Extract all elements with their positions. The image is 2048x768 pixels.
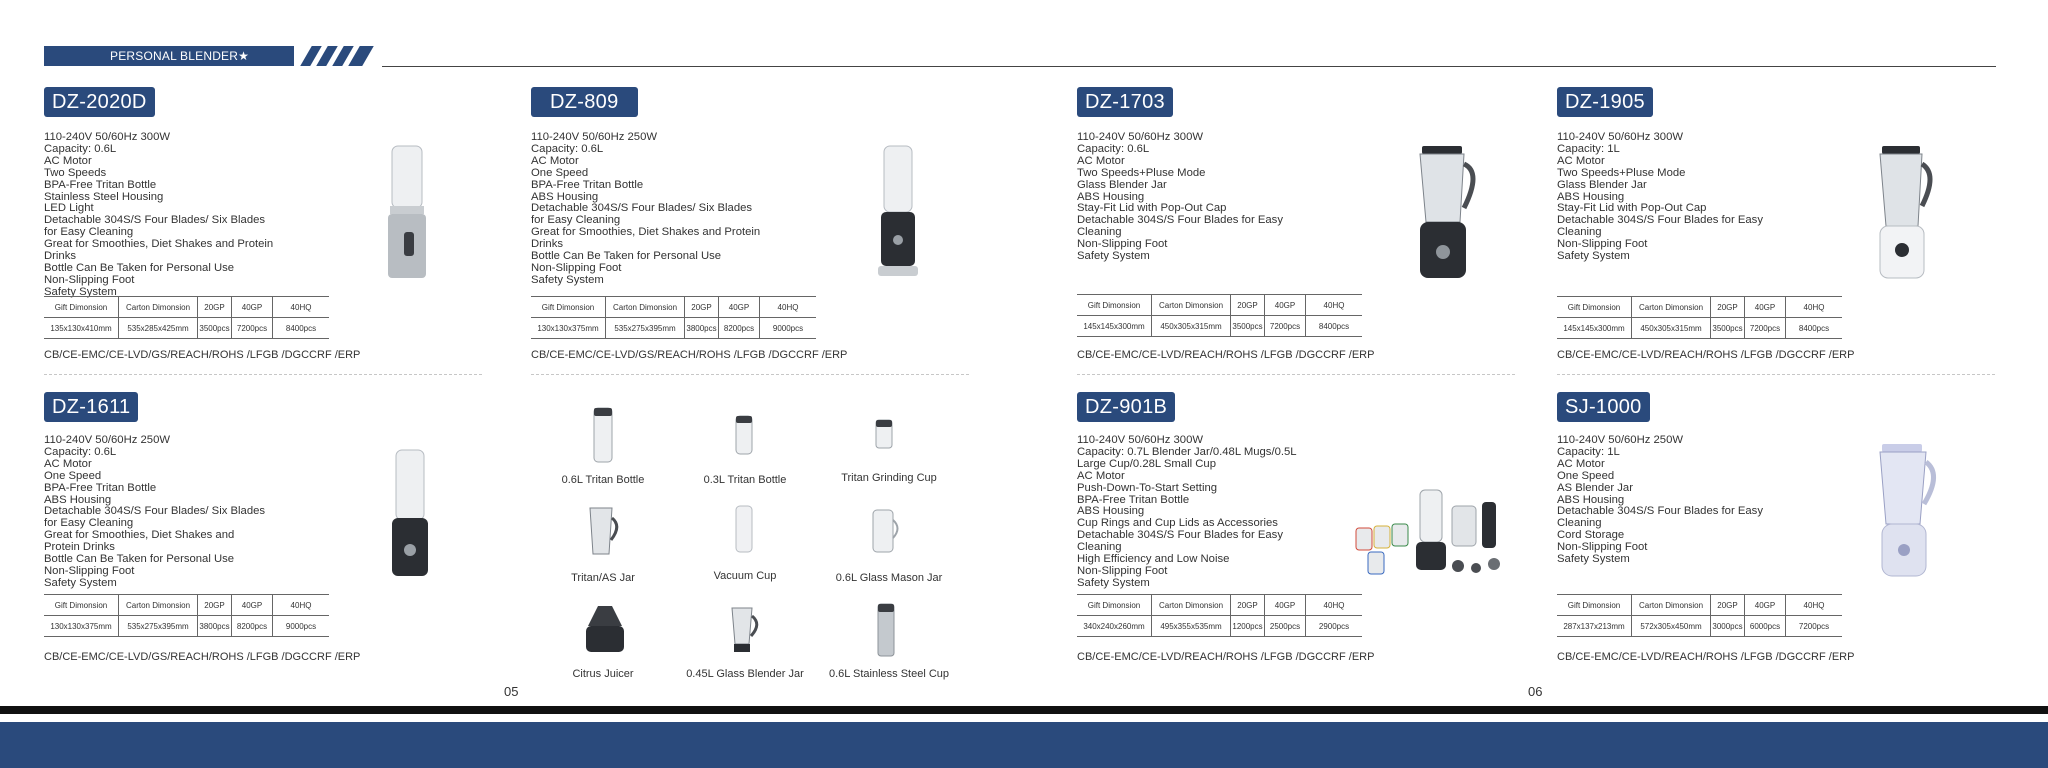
dimension-table [1557,594,1842,637]
tritan-bottle-icon [588,406,618,464]
table-cell: 450x305x315mm [1152,316,1231,337]
accessory-label: 0.6L Glass Mason Jar [835,572,943,584]
product-specs: 110-240V 50/60Hz 300W Capacity: 0.6L AC Motor Two Speeds BPA-Free Tritan Bottle Stainless Steel Housing LED Light Detachable 304S/S Four Blades/ Six Blades for Easy Cleaning Great for Smoothies, Diet Shakes and Protein Drinks Bottle Can Be Taken for Personal Use Non-Slipping Foot Safety System [44,131,274,298]
product-card [44,392,138,422]
model-badge: DZ-1611 [44,392,138,422]
mason-jar-icon [868,506,902,554]
table-header: 40HQ [273,297,330,318]
table-header: Carton Dimonsion [606,297,685,318]
product-card [1557,87,1653,117]
table-cell: 3000pcs [1711,616,1745,637]
blender-sj1000-image [1868,440,1948,580]
dashed-divider [531,374,969,375]
table-header: Carton Dimonsion [1152,595,1231,616]
blender-dz1611-image [380,446,440,586]
table-header: Gift Dimonsion [1077,595,1152,616]
table-header: Gift Dimonsion [44,595,119,616]
table-cell: 3800pcs [198,616,232,637]
model-badge: SJ-1000 [1557,392,1650,422]
table-header: 40GP [1265,595,1306,616]
table-header: 40GP [1745,297,1786,318]
certifications: CB/CE-EMC/CE-LVD/REACH/ROHS /LFGB /DGCCRF /ERP [1557,651,1855,663]
header-rule [382,66,1996,67]
table-cell: 8400pcs [273,318,330,339]
table-header: 40GP [1265,295,1306,316]
table-header: Carton Dimonsion [1632,297,1711,318]
dimension-table [44,296,329,339]
table-cell: 8400pcs [1786,318,1843,339]
table-cell: 572x305x450mm [1632,616,1711,637]
product-specs: 110-240V 50/60Hz 300W Capacity: 0.7L Blender Jar/0.48L Mugs/0.5L Large Cup/0.28L Small Cup AC Motor Push-Down-To-Start Setting BPA-Free Tritan Bottle ABS Housing Cup Rings and Cup Lids as Accessories Detachable 304S/S Four Blades for Easy Cleaning High Efficiency and Low Noise Non-Slipping Foot Safety System [1077,434,1297,589]
table-header: 40HQ [273,595,330,616]
dimension-table [531,296,816,339]
certifications: CB/CE-EMC/CE-LVD/GS/REACH/ROHS /LFGB /DGCCRF /ERP [44,651,361,663]
dashed-divider [1557,374,1995,375]
model-badge: DZ-1905 [1557,87,1653,117]
table-header: 40HQ [1306,295,1363,316]
category-banner [44,46,294,66]
dashed-divider [1077,374,1515,375]
footer-blue-band [0,722,2048,768]
certifications: CB/CE-EMC/CE-LVD/REACH/ROHS /LFGB /DGCCRF /ERP [1077,349,1375,361]
table-header: 20GP [1231,295,1265,316]
table-cell: 287x137x213mm [1557,616,1632,637]
model-badge: DZ-1703 [1077,87,1173,117]
table-cell: 3500pcs [1711,318,1745,339]
accessory-label: Vacuum Cup [713,570,777,582]
table-header: 40GP [232,297,273,318]
grinding-cup-icon [872,418,896,450]
accessory-label: 0.6L Tritan Bottle [561,474,645,486]
table-header: Gift Dimonsion [1557,595,1632,616]
steel-cup-icon [874,602,898,658]
model-badge: DZ-901B [1077,392,1175,422]
citrus-juicer-icon [580,602,630,656]
table-header: Carton Dimonsion [119,595,198,616]
product-card [1077,392,1175,422]
table-cell: 145x145x300mm [1077,316,1152,337]
certifications: CB/CE-EMC/CE-LVD/GS/REACH/ROHS /LFGB /DGCCRF /ERP [531,349,848,361]
product-card [531,87,638,117]
blender-dz1703-image [1408,142,1488,282]
table-header: 20GP [1231,595,1265,616]
accessory-label: Tritan Grinding Cup [841,472,937,484]
dimension-table [1557,296,1842,339]
accessory-label: 0.6L Stainless Steel Cup [828,668,950,680]
table-header: Gift Dimonsion [1557,297,1632,318]
blender-jar-icon [584,504,624,558]
page-number-right: 06 [1528,684,1543,699]
accessory-label: Tritan/AS Jar [571,572,635,584]
blender-dz1905-image [1870,142,1940,282]
table-cell: 495x355x535mm [1152,616,1231,637]
blender-dz2020d-image [378,140,438,285]
table-cell: 8400pcs [1306,316,1363,337]
table-cell: 1200pcs [1231,616,1265,637]
accessory-label: 0.45L Glass Blender Jar [686,668,804,680]
table-cell: 8200pcs [232,616,273,637]
table-cell: 130x130x375mm [44,616,119,637]
table-header: 40GP [719,297,760,318]
table-header: 40GP [232,595,273,616]
table-cell: 135x130x410mm [44,318,119,339]
table-cell: 7200pcs [1786,616,1843,637]
model-badge: DZ-809 [531,87,638,117]
model-badge: DZ-2020D [44,87,155,117]
table-header: 20GP [1711,595,1745,616]
product-specs: 110-240V 50/60Hz 250W Capacity: 0.6L AC Motor One Speed BPA-Free Tritan Bottle ABS Housing Detachable 304S/S Four Blades/ Six Blades for Easy Cleaning Great for Smoothies, Diet Shakes and Protein Drinks Bottle Can Be Taken for Personal Use Non-Slipping Foot Safety System [44,434,266,589]
blender-set-dz901b-image [1348,484,1516,580]
table-cell: 535x285x425mm [119,318,198,339]
table-cell: 8200pcs [719,318,760,339]
product-specs: 110-240V 50/60Hz 300W Capacity: 1L AC Motor Two Speeds+Pluse Mode Glass Blender Jar ABS Housing Stay-Fit Lid with Pop-Out Cap Detachable 304S/S Four Blades for Easy Cleaning Non-Slipping Foot Safety System [1557,131,1763,263]
table-cell: 2500pcs [1265,616,1306,637]
table-cell: 7200pcs [1265,316,1306,337]
table-header: Carton Dimonsion [1632,595,1711,616]
product-card [1077,87,1173,117]
table-header: 40HQ [1306,595,1363,616]
table-cell: 6000pcs [1745,616,1786,637]
vacuum-cup-icon [731,504,757,554]
table-cell: 9000pcs [273,616,330,637]
table-cell: 9000pcs [760,318,817,339]
table-header: 20GP [198,297,232,318]
blender-dz809-image [868,140,928,285]
table-header: 40HQ [1786,595,1843,616]
dimension-table [1077,294,1362,337]
table-cell: 2900pcs [1306,616,1363,637]
table-header: Gift Dimonsion [1077,295,1152,316]
category-title: PERSONAL BLENDER★ [110,49,250,63]
accessories-grid [528,398,968,688]
table-header: Carton Dimonsion [1152,295,1231,316]
table-header: 40HQ [1786,297,1843,318]
certifications: CB/CE-EMC/CE-LVD/REACH/ROHS /LFGB /DGCCRF /ERP [1077,651,1375,663]
accessory-label: Citrus Juicer [572,668,634,680]
table-header: Gift Dimonsion [44,297,119,318]
table-cell: 130x130x375mm [531,318,606,339]
table-header: 20GP [1711,297,1745,318]
table-cell: 535x275x395mm [119,616,198,637]
table-cell: 450x305x315mm [1632,318,1711,339]
table-cell: 7200pcs [232,318,273,339]
dashed-divider [44,374,482,375]
table-header: Gift Dimonsion [531,297,606,318]
table-header: 40HQ [760,297,817,318]
banner-stripe [348,46,374,66]
table-cell: 340x240x260mm [1077,616,1152,637]
table-cell: 145x145x300mm [1557,318,1632,339]
table-cell: 3500pcs [1231,316,1265,337]
certifications: CB/CE-EMC/CE-LVD/REACH/ROHS /LFGB /DGCCRF /ERP [1557,349,1855,361]
table-header: Carton Dimonsion [119,297,198,318]
page-number-left: 05 [504,684,519,699]
footer-black-band [0,706,2048,714]
product-specs: 110-240V 50/60Hz 300W Capacity: 0.6L AC Motor Two Speeds+Pluse Mode Glass Blender Jar ABS Housing Stay-Fit Lid with Pop-Out Cap Detachable 304S/S Four Blades for Easy Cleaning Non-Slipping Foot Safety System [1077,131,1283,263]
table-cell: 7200pcs [1745,318,1786,339]
product-specs: 110-240V 50/60Hz 250W Capacity: 0.6L AC Motor One Speed BPA-Free Tritan Bottle ABS Housing Detachable 304S/S Four Blades/ Six Blades for Easy Cleaning Great for Smoothies, Diet Shakes and Protein Drinks Bottle Can Be Taken for Personal Use Non-Slipping Foot Safety System [531,131,761,286]
glass-jar-icon [724,604,764,656]
table-header: 20GP [685,297,719,318]
product-card [44,87,155,117]
certifications: CB/CE-EMC/CE-LVD/GS/REACH/ROHS /LFGB /DGCCRF /ERP [44,349,361,361]
dimension-table [44,594,329,637]
product-card [1557,392,1650,422]
tritan-bottle-small-icon [731,414,757,456]
product-specs: 110-240V 50/60Hz 250W Capacity: 1L AC Motor One Speed AS Blender Jar ABS Housing Detachable 304S/S Four Blades for Easy Cleaning Cord Storage Non-Slipping Foot Safety System [1557,434,1763,566]
table-cell: 3500pcs [198,318,232,339]
accessory-label: 0.3L Tritan Bottle [703,474,787,486]
table-header: 20GP [198,595,232,616]
dimension-table [1077,594,1362,637]
table-cell: 3800pcs [685,318,719,339]
table-cell: 535x275x395mm [606,318,685,339]
table-header: 40GP [1745,595,1786,616]
